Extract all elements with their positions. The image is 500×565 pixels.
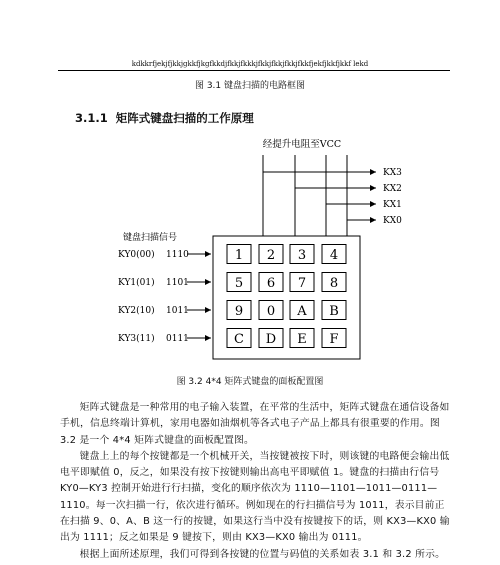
row-name-3: KY3(11) xyxy=(118,334,155,344)
row-name-2: KY2(10) xyxy=(118,306,155,316)
key-label-9: 9 xyxy=(234,304,244,319)
row-code-1: 1101 xyxy=(166,278,189,288)
scan-signal-label: 键盘扫描信号 xyxy=(123,233,178,243)
figure-3-1-caption: 图 3.1 键盘扫描的电路框图 xyxy=(194,81,306,91)
key-label-0: 0 xyxy=(266,304,276,319)
output-label-kx2: KX2 xyxy=(383,184,402,194)
row-name-0: KY0(00) xyxy=(118,250,155,260)
paragraph-1: 矩阵式键盘是一种常用的电子输入装置，在平常的生活中，矩阵式键盘在通信设备如手机，信息终端计算机，家用电器如油烟机等各式电子产品上都具有很重要的作用。图 3.2 是一个 4*4 矩阵式键盘的面板配置图。 xyxy=(60,402,450,446)
key-label-b: B xyxy=(329,304,339,319)
figure-3-2-caption: 图 3.2 4*4 矩阵式键盘的面板配置图 xyxy=(176,377,324,387)
paragraph-2: 键盘上上的每个按键都是一个机械开关，当按键被按下时，则该键的电路便会输出低电平即赋值 0，反之，如果没有按下按键则输出高电平即赋值 1。键盘的扫描由行信号 KY0—KY3 控制开始进行行扫描，变化的顺序依次为 1110—1101—1011—0111—1110。每一次扫描一行，依次进行循环。例如现在的行扫描信号为 1011，表示目前正在扫描 9、0、A、B 这一行的按键，如果这行当中没有按键按下的话，则 KX3—KX0 输出为 1111；反之如果是 9 键按下，则由 KX3—KX0 输出为 0111。 xyxy=(60,450,450,544)
key-label-e: E xyxy=(297,332,307,347)
key-label-f: F xyxy=(329,332,339,347)
key-label-a: A xyxy=(297,304,307,319)
output-label-kx3: KX3 xyxy=(383,168,402,178)
key-label-1: 1 xyxy=(234,248,244,263)
section-number: 3.1.1 xyxy=(75,111,108,125)
paragraph-3: 根据上面所述原理，我们可得到各按键的位置与码值的关系如表 3.1 和 3.2 所示。 xyxy=(79,548,446,560)
key-label-6: 6 xyxy=(266,276,276,291)
section-title: 矩阵式键盘扫描的工作原理 xyxy=(115,111,254,125)
key-label-d: D xyxy=(265,332,277,347)
body-text xyxy=(60,400,452,563)
row-code-3: 0111 xyxy=(166,334,189,344)
key-label-7: 7 xyxy=(297,276,307,291)
output-label-kx0: KX0 xyxy=(383,216,402,226)
key-label-c: C xyxy=(234,332,244,347)
page-header: kdkkrfjekjfjkkjgkkfjkgfkkdjfkkjfkkkjfkkjfkkjfkkjfkkfjekfjkkfjkkf lekd xyxy=(131,60,369,68)
key-label-5: 5 xyxy=(234,276,244,291)
row-code-2: 1011 xyxy=(166,306,189,316)
key-label-4: 4 xyxy=(329,248,339,263)
row-name-1: KY1(01) xyxy=(118,278,155,288)
pullup-label: 经提升电阻至VCC xyxy=(262,139,342,150)
row-code-0: 1110 xyxy=(166,250,189,260)
output-label-kx1: KX1 xyxy=(383,200,402,210)
key-label-3: 3 xyxy=(297,248,307,263)
key-label-8: 8 xyxy=(329,276,339,291)
key-label-2: 2 xyxy=(266,248,276,263)
